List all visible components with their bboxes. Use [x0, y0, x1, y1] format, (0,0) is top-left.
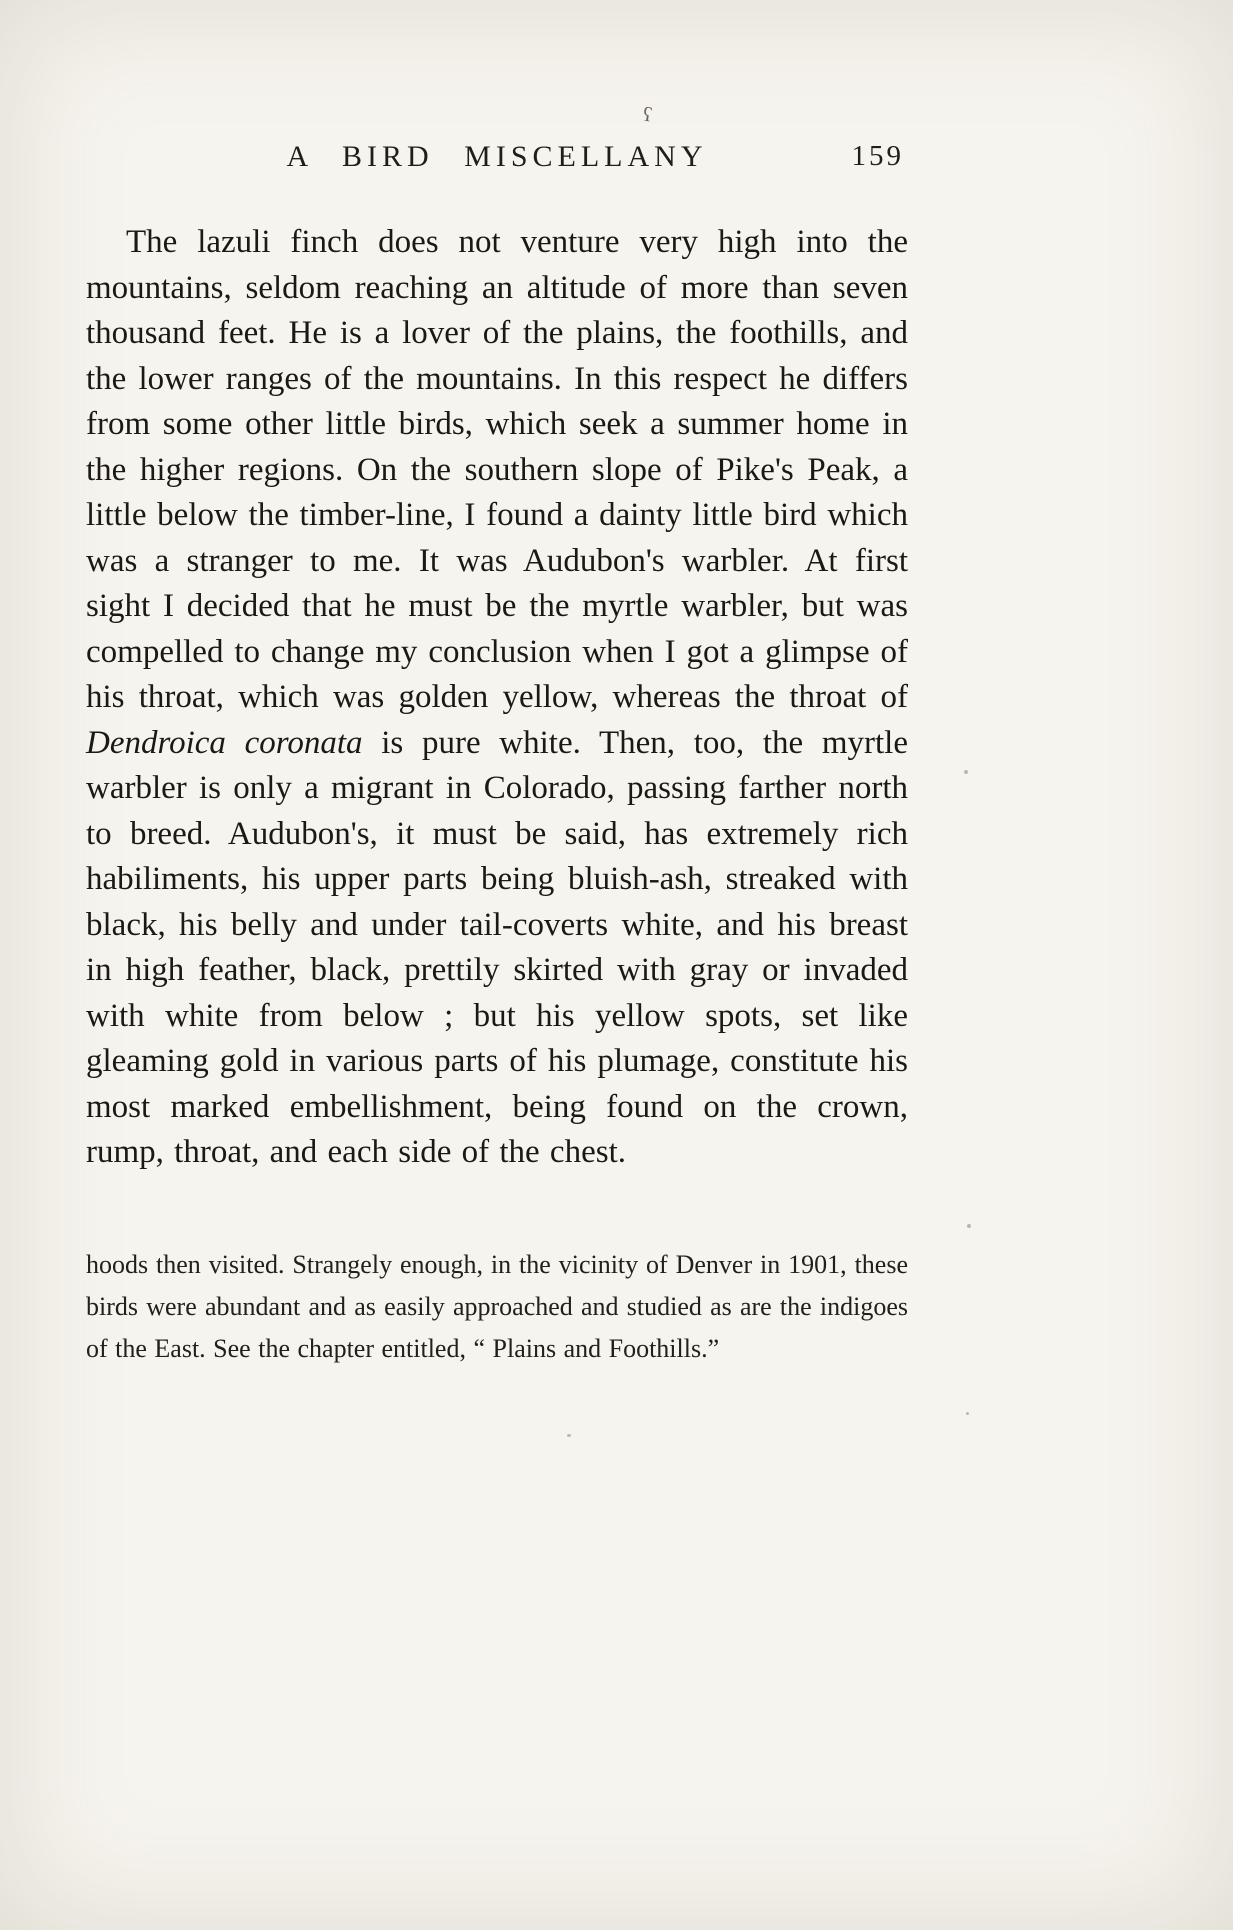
scan-speck	[567, 1434, 571, 1437]
page-number: 159	[851, 140, 904, 172]
text-column	[86, 140, 908, 1370]
footnote-paragraph: hoods then visited. Strangely enough, in the vicinity of Denver in 1901, these birds were abundant and as easily approached and studied as are the indigoes of the East. See the chapter entitled, “ Plains and Foothills.”	[86, 1249, 908, 1363]
scan-artifact-mark: ʕ	[641, 103, 654, 127]
paragraph-text-before-latin: The lazuli finch does not venture very high into the mountains, seldom reaching an altitude of more than seven thousand feet. He is a lover of the plains, the foothills, and the lower ranges of the mountains. In this respect he differs from some other little birds, which seek a summer home in the higher regions. On the southern slope of Pike's Peak, a little below the timber-line, I found a dainty little bird which was a stranger to me. It was Audubon's warbler. At first sight I decided that he must be the myrtle warbler, but was compelled to change my conclusion when I got a glimpse of his throat, which was golden yellow, whereas the throat of	[86, 224, 908, 715]
latin-species-name: Dendroica coronata	[86, 724, 363, 761]
page-header	[86, 140, 908, 184]
scan-speck	[967, 1224, 971, 1228]
main-paragraph	[86, 220, 908, 1176]
running-title: A BIRD MISCELLANY	[286, 140, 708, 173]
paragraph-text-after-latin: is pure white. Then, too, the myrtle warbler is only a migrant in Colorado, passing farther north to breed. Audubon's, it must be said, has extremely rich habiliments, his upper parts being bluish-ash, streaked with black, his belly and under tail-coverts white, and his breast in high feather, black, prettily skirted with gray or invaded with white from below ; but his yellow spots, set like gleaming gold in various parts of his plumage, constitute his most marked embellishment, being found on the crown, rump, throat, and each side of the chest.	[86, 724, 908, 1170]
scan-speck	[964, 770, 968, 774]
scan-speck	[966, 1412, 969, 1415]
